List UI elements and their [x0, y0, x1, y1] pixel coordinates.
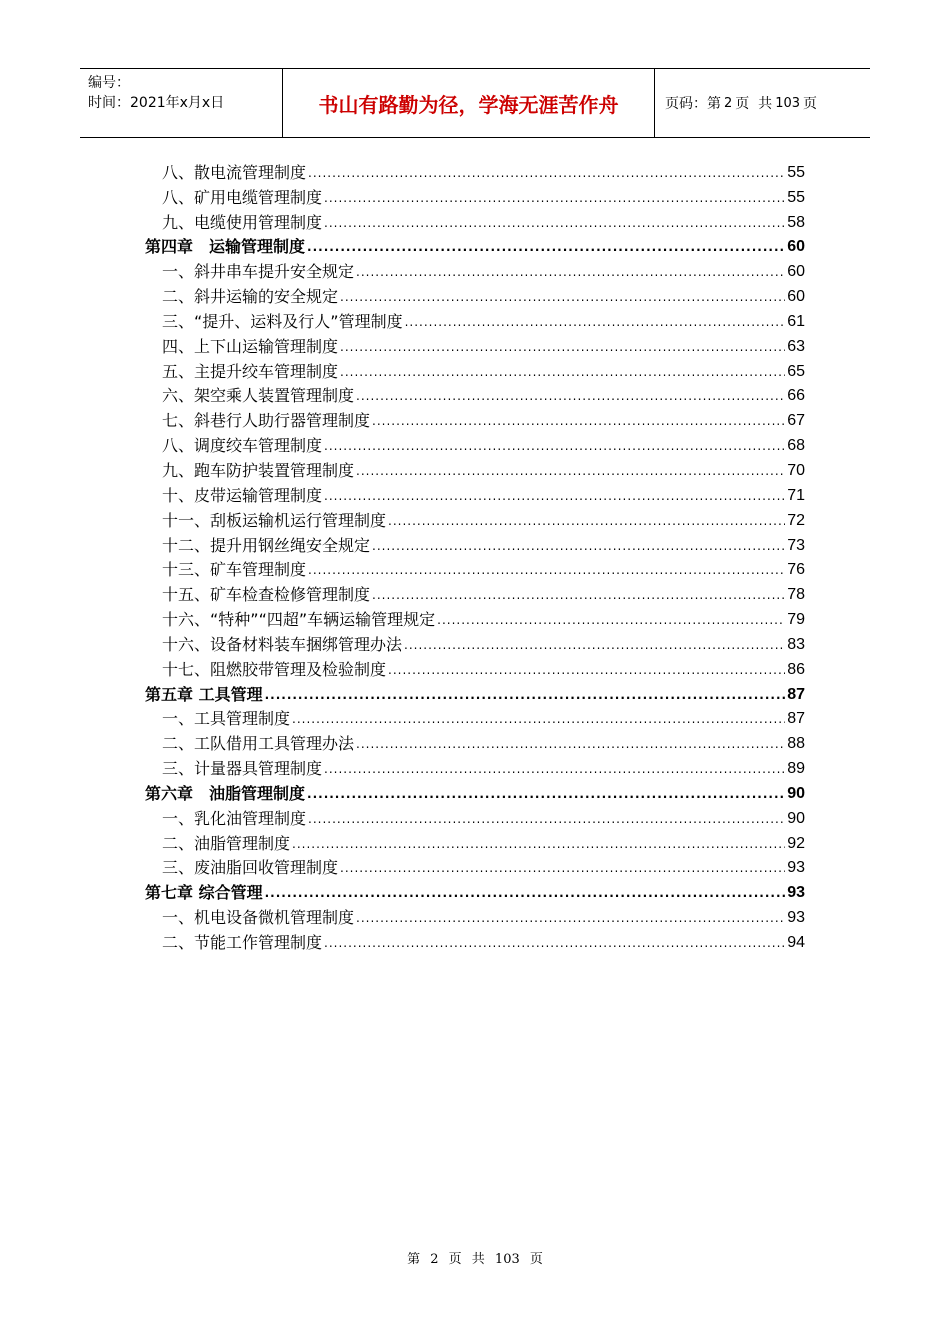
toc-entry-title: 十七、阻燃胶带管理及检验制度 [162, 659, 387, 679]
toc-entry-page: 55 [787, 163, 805, 181]
toc-dot-leader [372, 414, 785, 428]
toc-dot-leader [356, 389, 785, 403]
toc-dot-leader [388, 663, 785, 677]
toc-entry-title: 九、跑车防护装置管理制度 [162, 460, 355, 480]
toc-entry-page: 93 [787, 909, 805, 927]
toc-entry-title: 三、“提升、运料及行人”管理制度 [162, 311, 403, 331]
toc-dot-leader [265, 688, 786, 702]
toc-entry[interactable] [145, 382, 805, 407]
toc-dot-leader [324, 489, 785, 503]
toc-entry-page: 71 [787, 486, 805, 504]
document-number-label: 编号： [88, 75, 130, 91]
toc-entry-page: 70 [787, 461, 805, 479]
toc-entry-page: 73 [787, 536, 805, 554]
page-unit: 页 [803, 96, 818, 112]
table-of-contents [145, 158, 805, 953]
toc-dot-leader [372, 588, 785, 602]
toc-dot-leader [356, 464, 785, 478]
toc-dot-leader [292, 837, 785, 851]
toc-entry-title: 三、计量器具管理制度 [162, 759, 323, 779]
toc-entry-page: 88 [787, 735, 805, 753]
document-time-label: 时间：2021年x月x日 [88, 95, 225, 111]
toc-chapter-entry[interactable] [145, 878, 805, 903]
header-meta [80, 69, 283, 137]
toc-entry-page: 86 [787, 660, 805, 678]
toc-entry-title: 第六章 油脂管理制度 [145, 783, 306, 803]
toc-dot-leader [308, 812, 785, 826]
toc-entry[interactable] [145, 531, 805, 556]
toc-entry-page: 61 [787, 312, 805, 330]
toc-dot-leader [340, 340, 785, 354]
toc-entry-title: 一、机电设备微机管理制度 [162, 908, 355, 928]
toc-entry[interactable] [145, 580, 805, 605]
toc-entry-page: 60 [787, 238, 805, 256]
toc-entry-page: 66 [787, 387, 805, 405]
toc-entry-title: 十六、设备材料装车捆绑管理办法 [162, 634, 403, 654]
page-label: 页码：第 [665, 96, 721, 112]
toc-dot-leader [372, 539, 785, 553]
toc-entry-title: 十二、提升用钢丝绳安全规定 [162, 535, 371, 555]
toc-entry-title: 二、工队借用工具管理办法 [162, 734, 355, 754]
toc-entry-page: 63 [787, 337, 805, 355]
toc-entry-page: 92 [787, 834, 805, 852]
toc-entry[interactable] [145, 506, 805, 531]
toc-entry-page: 90 [787, 809, 805, 827]
toc-entry-page: 68 [787, 437, 805, 455]
toc-entry-title: 二、斜井运输的安全规定 [162, 287, 339, 307]
toc-dot-leader [356, 265, 785, 279]
toc-entry[interactable] [145, 307, 805, 332]
toc-entry[interactable] [145, 655, 805, 680]
toc-entry-title: 第七章 综合管理 [145, 883, 263, 903]
toc-entry[interactable] [145, 257, 805, 282]
toc-dot-leader [340, 861, 785, 875]
toc-entry-title: 七、斜巷行人助行器管理制度 [162, 411, 371, 431]
toc-entry[interactable] [145, 705, 805, 730]
toc-entry[interactable] [145, 630, 805, 655]
toc-chapter-entry[interactable] [145, 680, 805, 705]
toc-dot-leader [308, 563, 785, 577]
toc-entry-title: 十一、刮板运输机运行管理制度 [162, 510, 387, 530]
toc-entry-page: 79 [787, 611, 805, 629]
toc-entry-page: 65 [787, 362, 805, 380]
toc-dot-leader [356, 737, 785, 751]
toc-entry-title: 八、矿用电缆管理制度 [162, 187, 323, 207]
page-footer: 第 2 页 共 103 页 [407, 1252, 543, 1267]
toc-dot-leader [324, 936, 785, 950]
page-total: 103 [775, 95, 801, 111]
toc-entry[interactable] [145, 332, 805, 357]
header-motto: 书山有路勤为径，学海无涯苦作舟 [283, 69, 655, 137]
toc-dot-leader [437, 613, 785, 627]
toc-entry[interactable] [145, 208, 805, 233]
toc-dot-leader [388, 514, 785, 528]
page-current: 2 [724, 95, 733, 111]
toc-entry-page: 58 [787, 213, 805, 231]
toc-dot-leader [324, 216, 785, 230]
toc-entry-page: 93 [787, 859, 805, 877]
toc-entry[interactable] [145, 605, 805, 630]
toc-dot-leader [340, 365, 785, 379]
toc-entry-page: 76 [787, 561, 805, 579]
toc-entry[interactable] [145, 928, 805, 953]
toc-entry-title: 八、调度绞车管理制度 [162, 436, 323, 456]
toc-entry[interactable] [145, 556, 805, 581]
page-of-label: 页 共 [735, 96, 773, 112]
toc-dot-leader [307, 787, 785, 801]
toc-dot-leader [292, 712, 785, 726]
toc-entry-title: 八、散电流管理制度 [162, 162, 307, 182]
toc-dot-leader [404, 638, 785, 652]
toc-entry-page: 94 [787, 934, 805, 951]
toc-dot-leader [405, 315, 786, 329]
toc-dot-leader [324, 762, 785, 776]
toc-entry-title: 二、油脂管理制度 [162, 833, 291, 853]
toc-entry-title: 一、斜井串车提升安全规定 [162, 262, 355, 282]
toc-entry-title: 九、电缆使用管理制度 [162, 212, 323, 232]
toc-entry-page: 60 [787, 288, 805, 306]
toc-dot-leader [308, 166, 785, 180]
toc-entry-title: 四、上下山运输管理制度 [162, 336, 339, 356]
toc-entry[interactable] [145, 804, 805, 829]
toc-entry[interactable] [145, 282, 805, 307]
toc-entry-page: 67 [787, 412, 805, 430]
toc-entry[interactable] [145, 729, 805, 754]
toc-entry-title: 一、工具管理制度 [162, 709, 291, 729]
toc-entry[interactable] [145, 854, 805, 879]
toc-dot-leader [340, 290, 785, 304]
toc-entry-title: 第四章 运输管理制度 [145, 237, 306, 257]
toc-entry[interactable] [145, 431, 805, 456]
toc-entry[interactable] [145, 754, 805, 779]
toc-entry-page: 72 [787, 511, 805, 529]
toc-entry-title: 十五、矿车检查检修管理制度 [162, 585, 371, 605]
toc-entry-page: 78 [787, 586, 805, 604]
toc-dot-leader [307, 240, 785, 254]
toc-entry-page: 87 [787, 685, 805, 703]
toc-entry-title: 一、乳化油管理制度 [162, 808, 307, 828]
toc-entry-page: 89 [787, 760, 805, 778]
page-header [80, 68, 870, 138]
toc-entry[interactable] [145, 903, 805, 928]
toc-entry[interactable] [145, 158, 805, 183]
toc-entry-page: 87 [787, 710, 805, 728]
toc-chapter-entry[interactable] [145, 779, 805, 804]
toc-entry-title: 二、节能工作管理制度 [162, 933, 323, 952]
toc-entry-page: 93 [787, 884, 805, 902]
toc-chapter-entry[interactable] [145, 233, 805, 258]
toc-entry-title: 十三、矿车管理制度 [162, 560, 307, 580]
toc-entry-page: 55 [787, 188, 805, 206]
toc-entry-title: 十、皮带运输管理制度 [162, 485, 323, 505]
toc-entry[interactable] [145, 406, 805, 431]
toc-entry[interactable] [145, 456, 805, 481]
toc-dot-leader [324, 191, 785, 205]
toc-dot-leader [324, 439, 785, 453]
toc-entry-title: 五、主提升绞车管理制度 [162, 361, 339, 381]
toc-entry[interactable] [145, 829, 805, 854]
toc-entry[interactable] [145, 481, 805, 506]
toc-entry[interactable] [145, 183, 805, 208]
toc-entry-page: 83 [787, 635, 805, 653]
toc-dot-leader [356, 911, 785, 925]
header-page-info [655, 69, 870, 137]
toc-entry-page: 60 [787, 263, 805, 281]
toc-entry-title: 三、废油脂回收管理制度 [162, 858, 339, 878]
toc-entry-title: 六、架空乘人装置管理制度 [162, 386, 355, 406]
toc-entry-title: 十六、“特种”“四超”车辆运输管理规定 [162, 610, 436, 630]
toc-dot-leader [265, 886, 786, 900]
toc-entry-title: 第五章 工具管理 [145, 684, 263, 704]
toc-entry-page: 90 [787, 784, 805, 802]
toc-entry[interactable] [145, 357, 805, 382]
